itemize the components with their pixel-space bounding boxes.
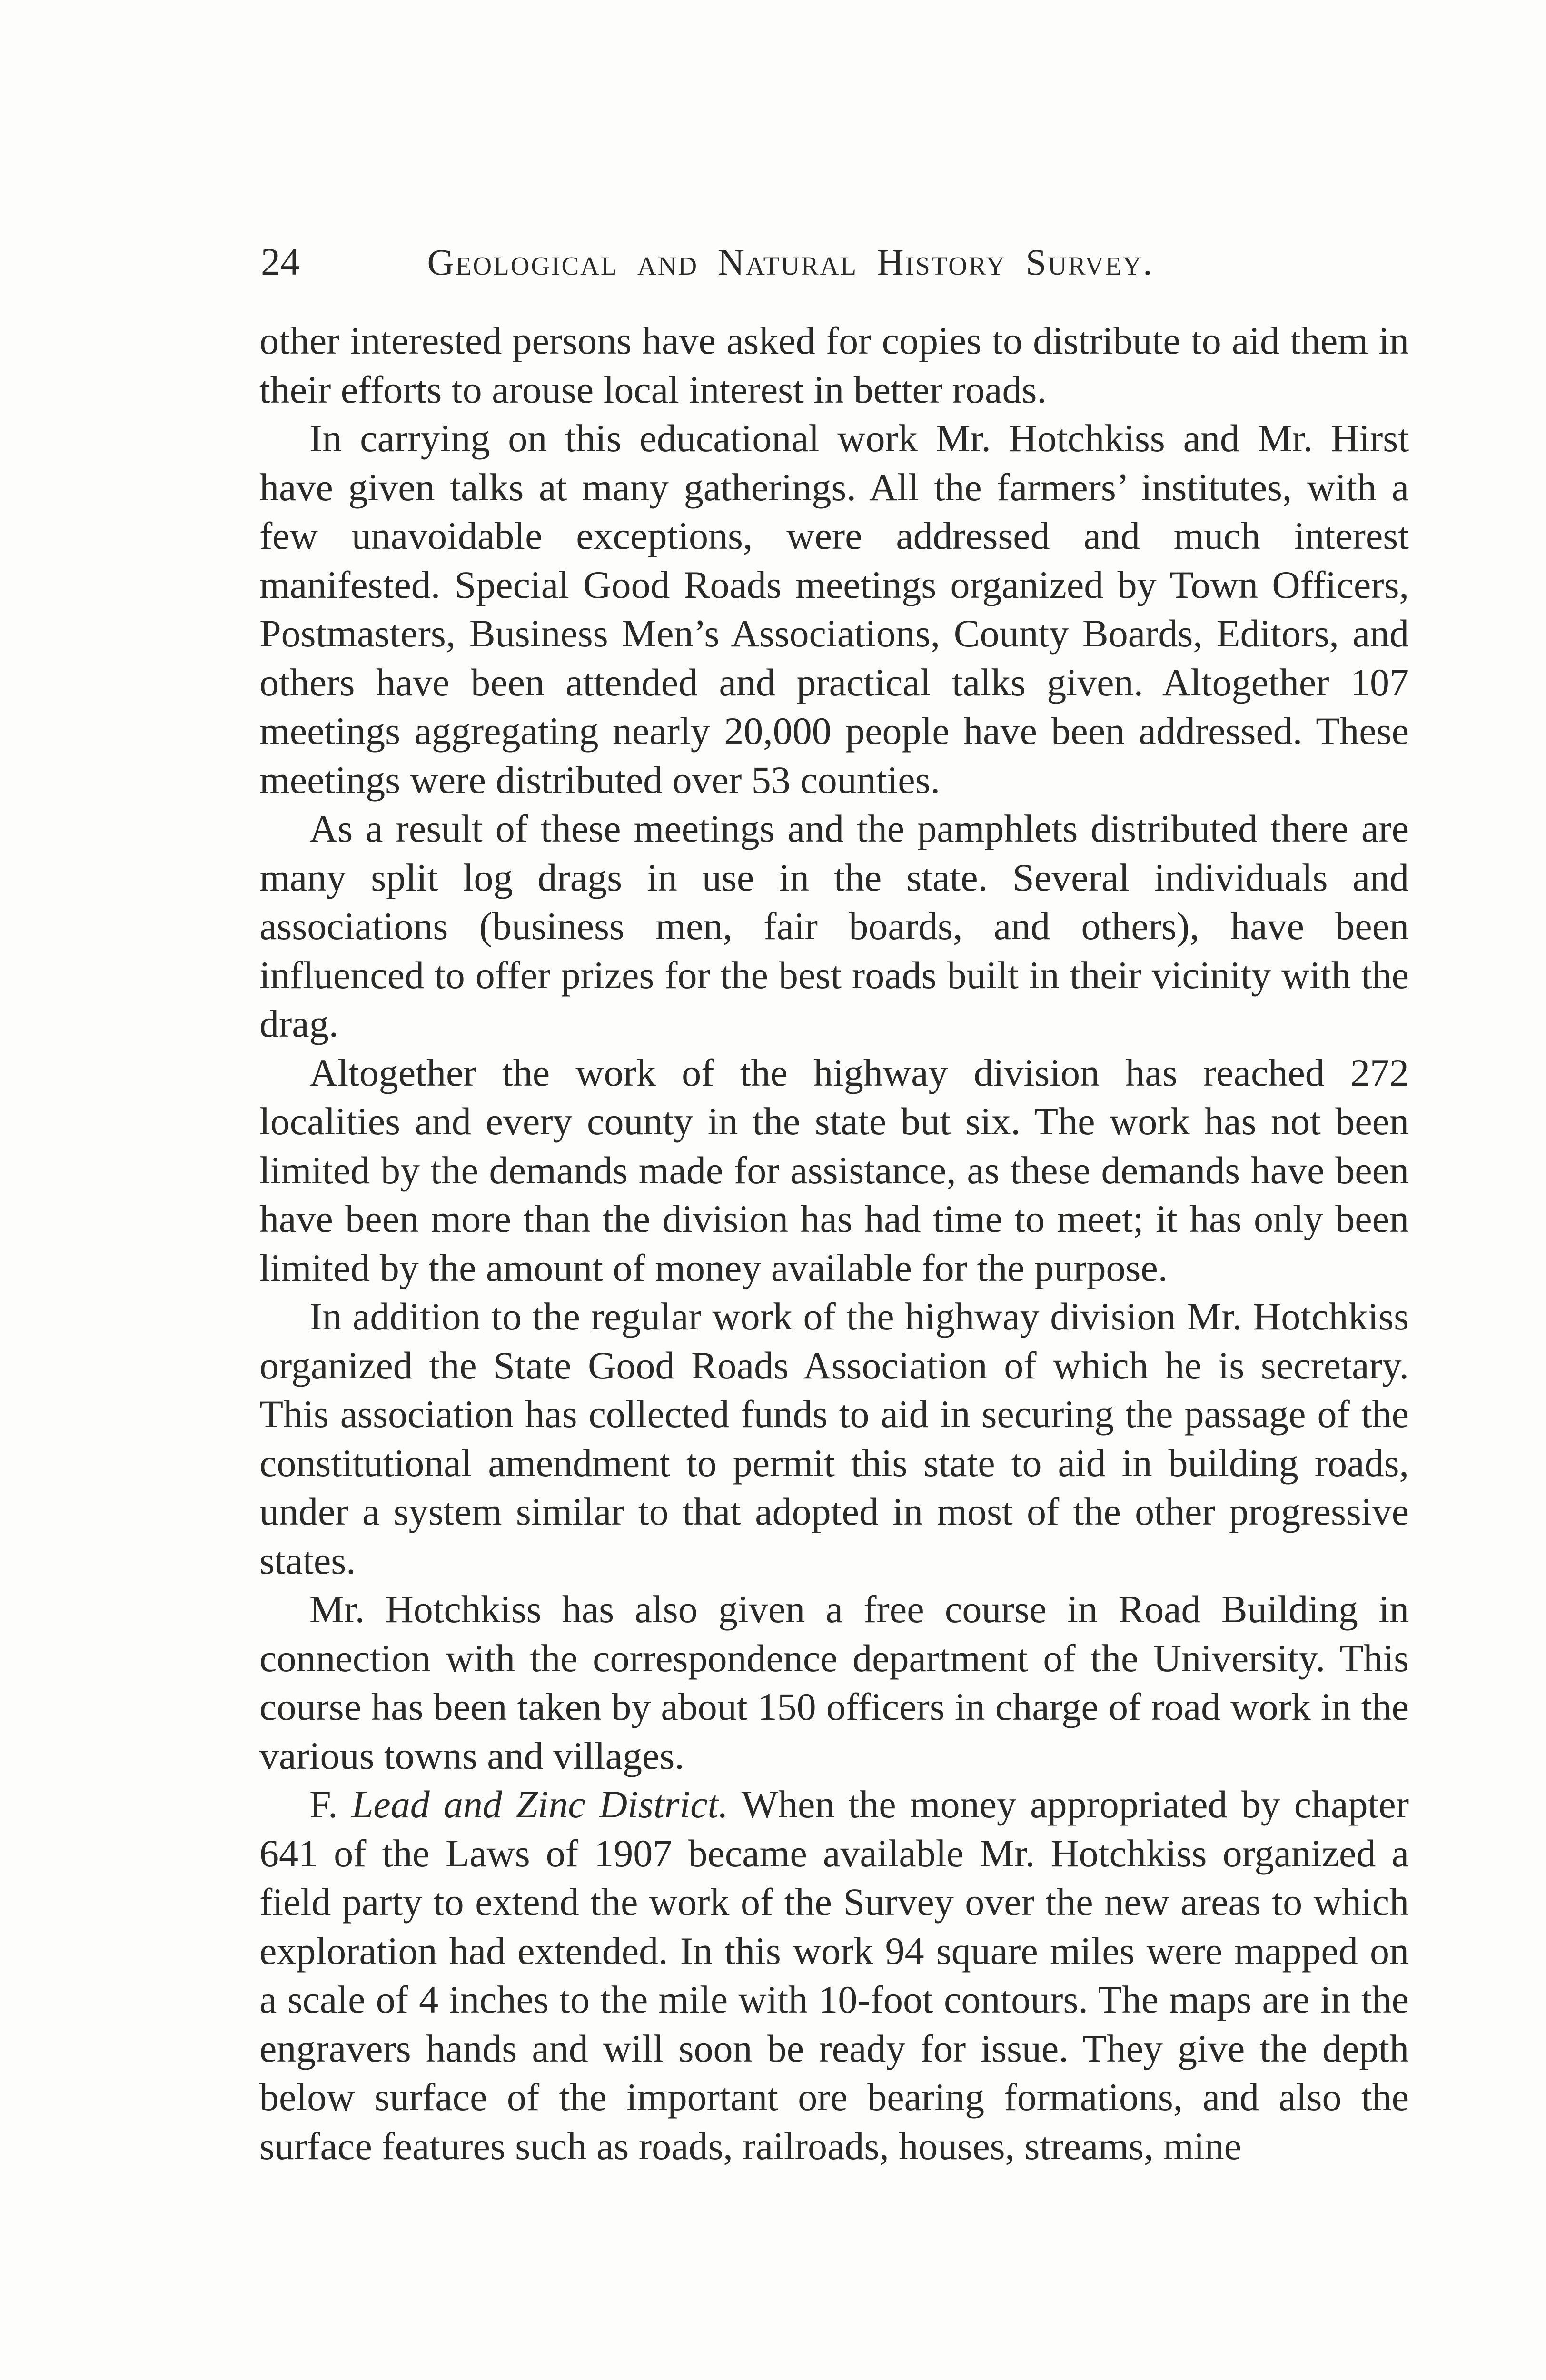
page-header	[261, 233, 1260, 290]
paragraph-educational-work	[259, 414, 1409, 804]
paragraph-continued	[259, 317, 1409, 414]
running-head: Geological and Natural History Survey.	[427, 241, 1154, 283]
paragraph-text: Altogether the work of the highway division has reached 272 localities and every county in the state but six. The work has not been limited by the demands made for assistance, as these demands have been have been more than the division has had time to meet; it has only been limited by the amount of money available for the purpose.	[259, 1051, 1409, 1289]
paragraph-text: Mr. Hotchkiss has also given a free course in Road Building in connection with the correspondence department of the University. This course has been taken by about 150 officers in charge of road work in the various towns and villages.	[259, 1587, 1409, 1777]
paragraph-road-building-course	[259, 1585, 1409, 1780]
paragraph-lead-and-zinc-district	[259, 1780, 1409, 2171]
paragraph-text: other interested persons have asked for copies to distribute to aid them in their efforts to arouse local interest in better roads.	[259, 319, 1409, 411]
section-label: F.	[309, 1783, 338, 1826]
paragraph-text: As a result of these meetings and the pamphlets distributed there are many split log drags in use in the state. Several individuals and associations (business men, fair boards, and others), have been influenced to offer prizes for the best roads built in their vicinity with the drag.	[259, 807, 1409, 1045]
page-number: 24	[261, 240, 300, 283]
paragraph-text: When the money appropriated by chapter 641 of the Laws of 1907 became available Mr. Hotchkiss organized a field party to extend the work of the Survey over the new areas to which exploration had extended. In this work 94 square miles were mapped on a scale of 4 inches to the mile with 10-foot contours. The maps are in the engravers hands and will soon be ready for issue. They give the depth below surface of the important ore bearing formations, and also the surface features such as roads, railroads, houses, streams, mine	[259, 1783, 1409, 2168]
paragraph-text: In addition to the regular work of the highway division Mr. Hotchkiss organized the State Good Roads Association of which he is secretary. This association has collected funds to aid in securing the passage of the constitutional amendment to permit this state to aid in building roads, under a system similar to that adopted in most of the other progressive states.	[259, 1295, 1409, 1582]
section-subhead: Lead and Zinc District.	[351, 1783, 728, 1826]
paragraph-good-roads-association	[259, 1292, 1409, 1585]
paragraph-text: In carrying on this educational work Mr. Hotchkiss and Mr. Hirst have given talks at many gatherings. All the farmers’ institutes, with a few unavoidable exceptions, were addressed and much interest manifested. Special Good Roads meetings organized by Town Officers, Postmasters, Business Men’s Associations, County Boards, Editors, and others have been attended and practical talks given. Altogether 107 meetings aggregating nearly 20,000 people have been addressed. These meetings were distributed over 53 counties.	[259, 416, 1409, 802]
paragraph-split-log-drags	[259, 804, 1409, 1049]
paragraph-highway-division-reach	[259, 1049, 1409, 1293]
body-text	[259, 317, 1409, 2171]
